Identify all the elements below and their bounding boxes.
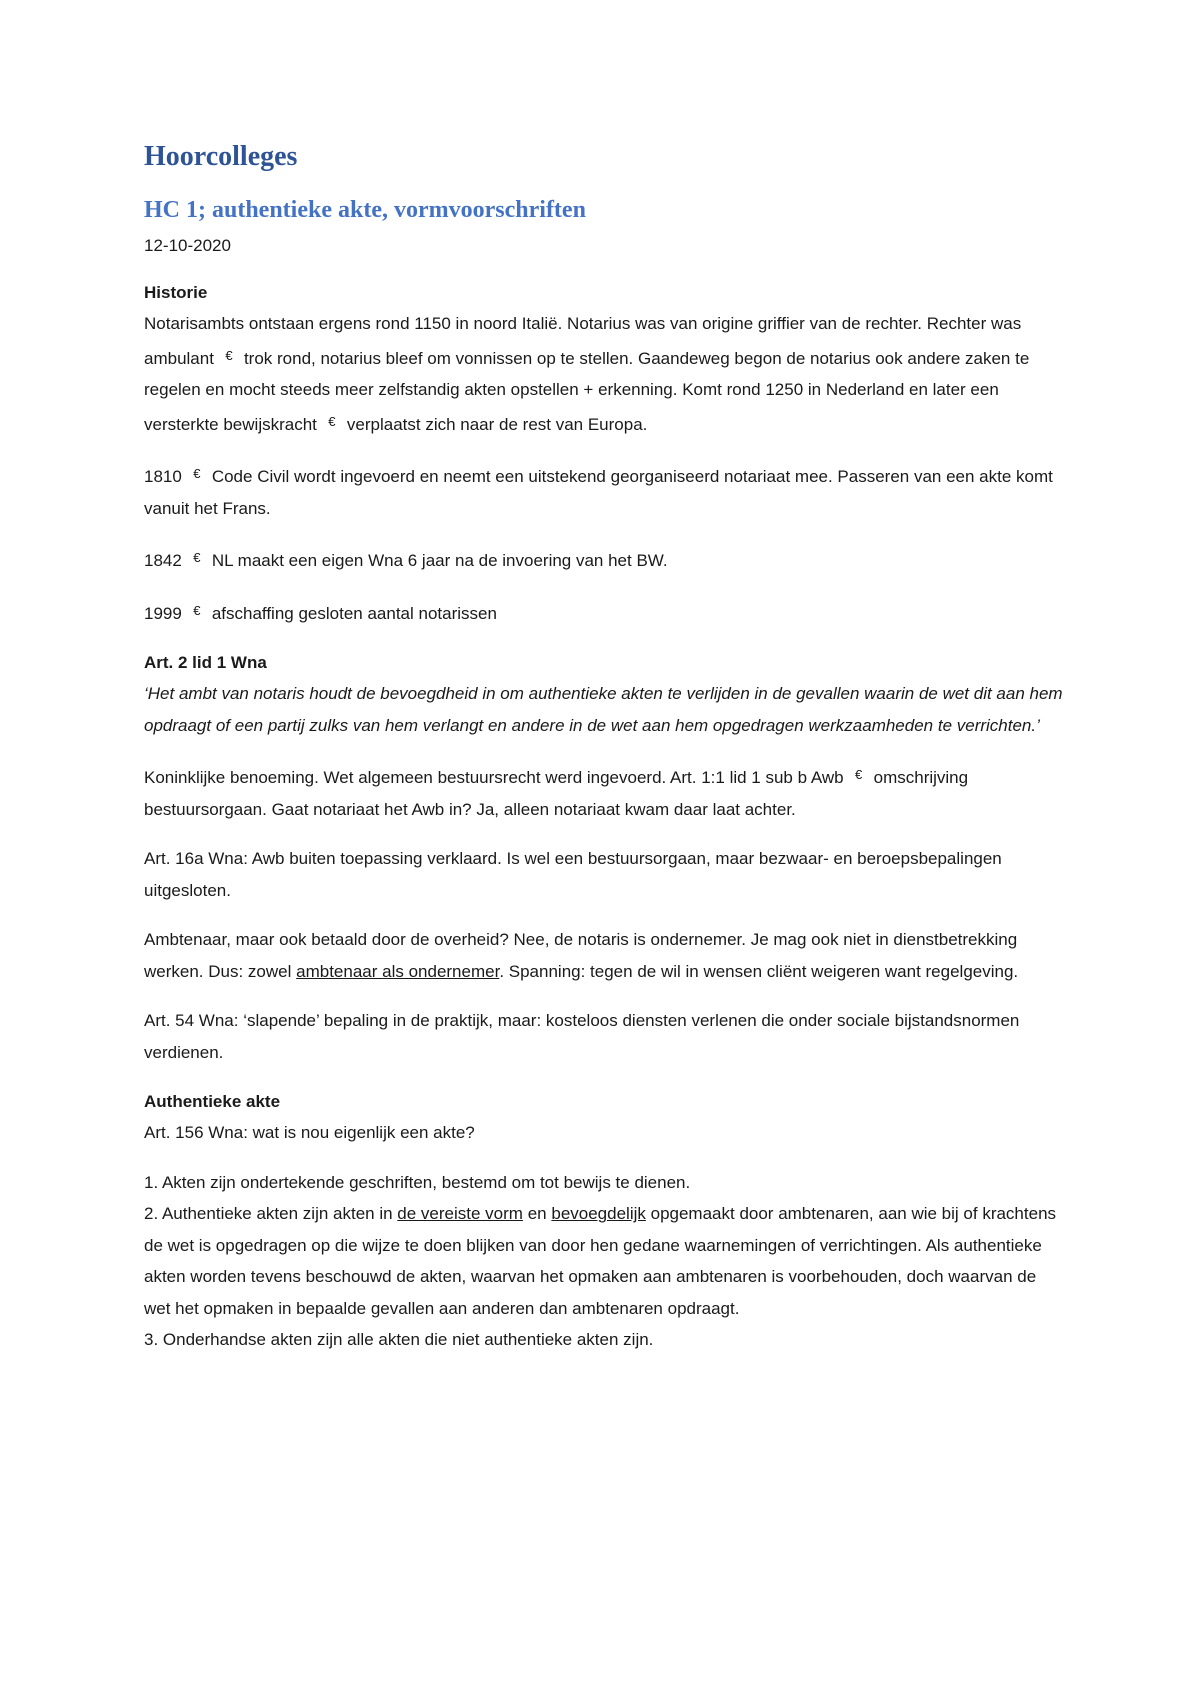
list-item xyxy=(144,1198,1064,1324)
paragraph-ambtenaar xyxy=(144,924,1064,987)
underlined-text: bevoegdelijk xyxy=(551,1204,646,1224)
arrow-icon: € xyxy=(193,466,201,482)
text-segment: NL maakt een eigen Wna 6 jaar na de invoering van het BW. xyxy=(211,551,668,571)
arrow-icon: € xyxy=(855,767,863,783)
paragraph-1842 xyxy=(144,542,1064,577)
paragraph-art16a: Art. 16a Wna: Awb buiten toepassing verklaard. Is wel een bestuursorgaan, maar bezwaar- en beroepsbepalingen uitgesloten. xyxy=(144,849,1002,900)
text-segment: . Spanning: tegen de wil in wensen cliënt weigeren want regelgeving. xyxy=(499,961,1019,981)
arrow-icon: € xyxy=(193,602,201,618)
text-segment: Koninklijke benoeming. Wet algemeen bestuursrecht werd ingevoerd. Art. 1:1 lid 1 sub b Awb xyxy=(144,768,844,788)
heading-authentieke-akte: Authentieke akte xyxy=(144,1092,281,1112)
document-page xyxy=(144,140,1064,1356)
paragraph-art54: Art. 54 Wna: ‘slapende’ bepaling in de praktijk, maar: kosteloos diensten verlenen die onder sociale bijstandsnormen verdienen. xyxy=(144,1011,1020,1062)
paragraph-koninklijke-benoeming xyxy=(144,759,1064,825)
text-segment: en xyxy=(527,1204,547,1224)
lecture-date: 12-10-2020 xyxy=(144,236,231,256)
text-segment: verplaatst zich naar de rest van Europa. xyxy=(346,414,648,434)
underlined-text: de vereiste vorm xyxy=(397,1204,523,1224)
section-authentieke-akte xyxy=(144,1086,1064,1356)
numbered-list xyxy=(144,1167,1064,1356)
paragraph-historie-intro xyxy=(144,308,1064,440)
arrow-icon: € xyxy=(225,347,233,363)
document-title: Hoorcolleges xyxy=(144,141,298,172)
section-art2 xyxy=(144,647,1064,1068)
text-segment: 2. Authentieke akten zijn akten in xyxy=(144,1204,393,1224)
paragraph-1999 xyxy=(144,595,1064,630)
arrow-icon: € xyxy=(193,550,201,566)
list-item: 3. Onderhandse akten zijn alle akten die niet authentieke akten zijn. xyxy=(144,1330,654,1350)
text-segment: omschrijving bestuursorgaan. Gaat notariaat het Awb in? Ja, alleen notariaat kwam daar laat achter. xyxy=(144,768,969,819)
list-item: 1. Akten zijn ondertekende geschriften, bestemd om tot bewijs te dienen. xyxy=(144,1172,691,1192)
quote-art2: ‘Het ambt van notaris houdt de bevoegdheid in om authentieke akten te verlijden in de gevallen waarin de wet dit aan hem opdraagt of een partij zulks van hem verlangt en andere in de wet aan hem opgedragen werkzaamheden te verrichten.’ xyxy=(144,684,1063,735)
heading-historie: Historie xyxy=(144,283,208,303)
lecture-title: HC 1; authentieke akte, vormvoorschriften xyxy=(144,196,586,223)
year-label: 1999 xyxy=(144,603,182,623)
text-segment: Ambtenaar, maar ook betaald door de overheid? Nee, de notaris is ondernemer. Je mag ook niet in dienstbetrekking werken. Dus: zowel xyxy=(144,930,1018,981)
year-label: 1842 xyxy=(144,551,182,571)
text-segment: afschaffing gesloten aantal notarissen xyxy=(211,603,497,623)
paragraph-1810 xyxy=(144,458,1064,524)
heading-art2: Art. 2 lid 1 Wna xyxy=(144,653,267,673)
section-historie xyxy=(144,277,1064,629)
year-label: 1810 xyxy=(144,467,182,487)
text-segment: Code Civil wordt ingevoerd en neemt een uitstekend georganiseerd notariaat mee. Passeren van een akte komt vanuit het Frans. xyxy=(144,467,1053,518)
paragraph-art156: Art. 156 Wna: wat is nou eigenlijk een akte? xyxy=(144,1123,475,1143)
text-segment: trok rond, notarius bleef om vonnissen op te stellen. Gaandeweg begon de notarius ook andere zaken te regelen en mocht steeds meer zelfstandig akten opstellen + erkenning. Komt rond 1250 in Nederland en later een versterkte bewijskracht xyxy=(144,348,1030,434)
underlined-text: ambtenaar als ondernemer xyxy=(296,961,500,981)
text-segment: opgemaakt door ambtenaren, aan wie bij of krachtens de wet is opgedragen op die wijze te doen blijken van door hen gedane waarnemingen of verrichtingen. Als authentieke akten worden tevens beschouwd de akten, waarvan het opmaken aan ambtenaren is voorbehouden, doch waarvan de wet het opmaken in bepaalde gevallen aan anderen dan ambtenaren opdraagt. xyxy=(144,1204,1057,1318)
text-segment: Notarisambts ontstaan ergens rond 1150 in noord Italië. Notarius was van origine griffier van de rechter. Rechter was ambulant xyxy=(144,314,1022,368)
arrow-icon: € xyxy=(328,413,336,429)
